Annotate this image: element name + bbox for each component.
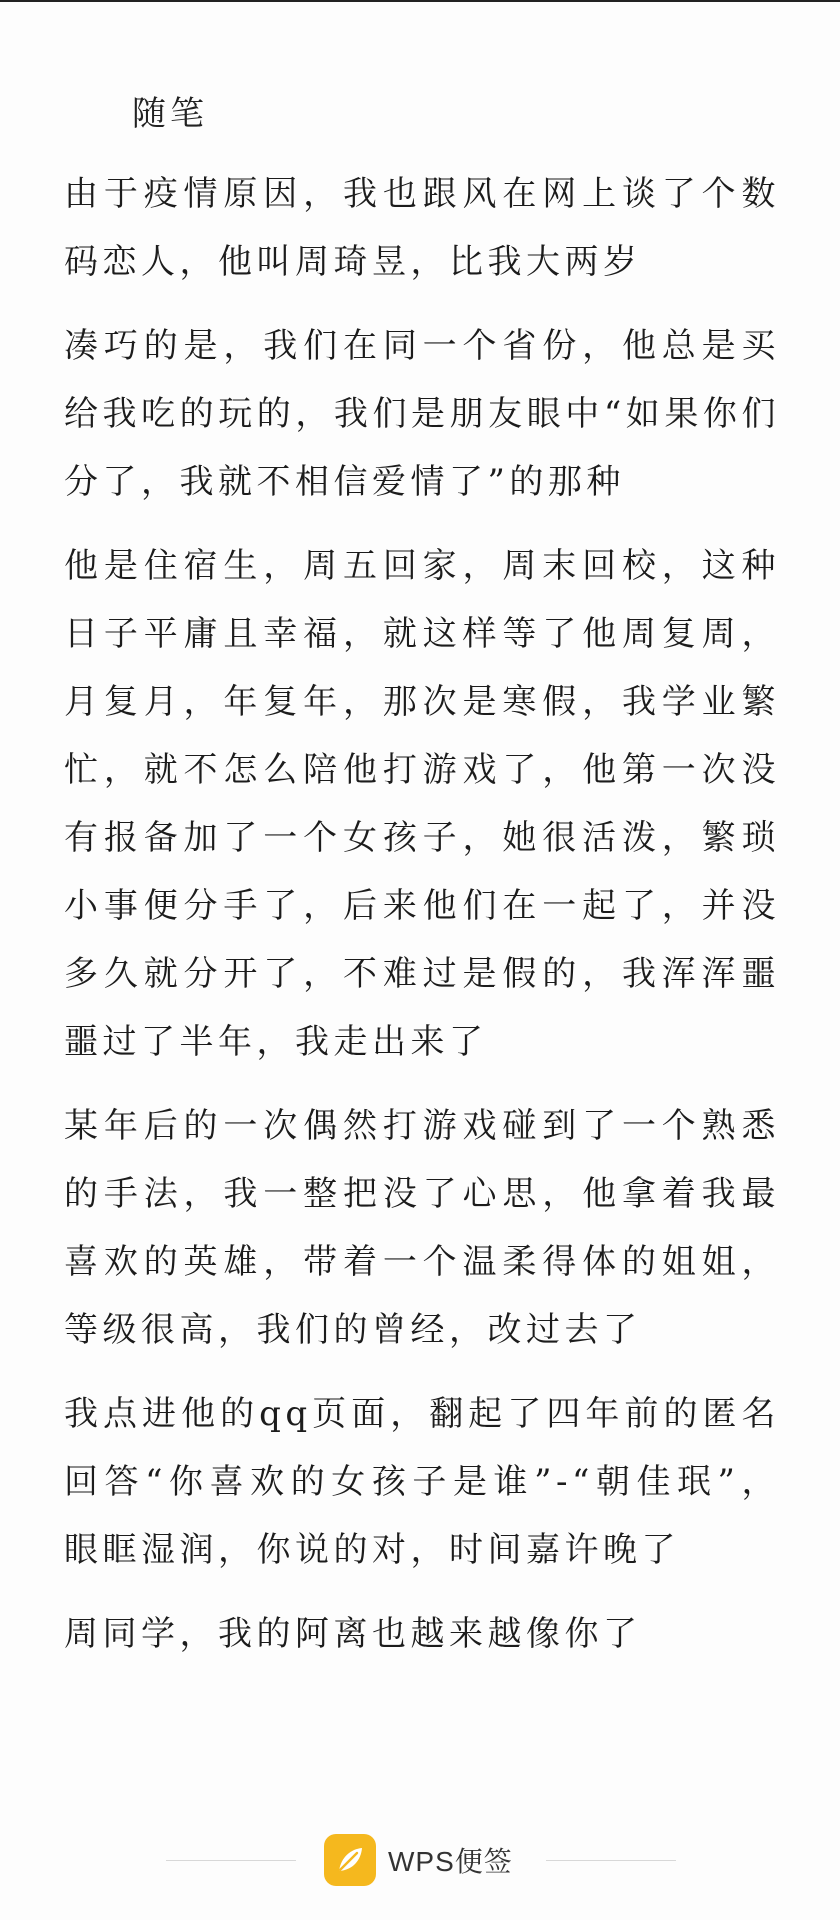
note-paragraph: 他是住宿生，周五回家，周末回校，这种日子平庸且幸福，就这样等了他周复周，月复月，年复年，那次是寒假，我学业繁忙，就不怎么陪他打游戏了，他第一次没有报备加了一个女孩子，她很活泼，繁琐小事便分手了，后来他们在一起了，并没多久就分开了，不难过是假的，我浑浑噩噩过了半年，我走出来了 <box>64 546 780 1062</box>
brand-label: WPS便签 <box>388 1846 513 1877</box>
note-paragraph: 某年后的一次偶然打游戏碰到了一个熟悉的手法，我一整把没了心思，他拿着我最喜欢的英雄，带着一个温柔得体的姐姐，等级很高，我们的曾经，改过去了 <box>64 1106 780 1350</box>
top-edge-line <box>0 0 840 2</box>
wps-note-leaf-icon <box>324 1834 376 1886</box>
note-paragraph: 由于疫情原因，我也跟风在网上谈了个数码恋人，他叫周琦昱，比我大两岁 <box>64 174 780 282</box>
note-paragraph: 我点进他的qq页面，翻起了四年前的匿名回答“你喜欢的女孩子是谁”-“朝佳珉”，眼眶湿润，你说的对，时间嘉许晚了 <box>64 1394 780 1570</box>
note-title: 随笔 <box>132 94 208 134</box>
note-body <box>64 160 780 1684</box>
note-paragraph: 凑巧的是，我们在同一个省份，他总是买给我吃的玩的，我们是朋友眼中“如果你们分了，我就不相信爱情了”的那种 <box>64 326 780 502</box>
note-paragraph: 周同学，我的阿离也越来越像你了 <box>64 1614 642 1654</box>
footer-divider-right <box>546 1860 676 1861</box>
footer-watermark <box>0 1830 840 1890</box>
brand-logo <box>324 1834 513 1886</box>
footer-divider-left <box>166 1860 296 1861</box>
